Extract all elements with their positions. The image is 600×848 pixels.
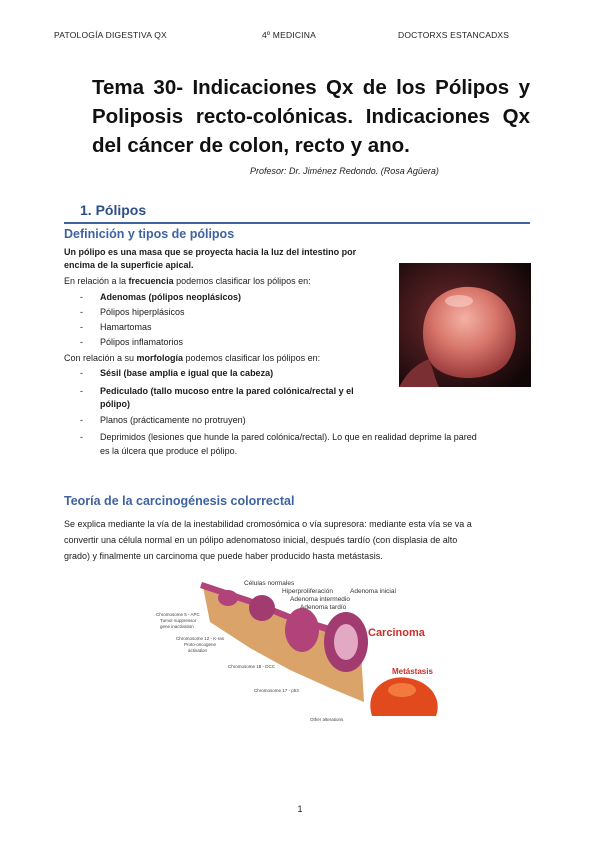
- chromosome-label: Proto-oncogene: [184, 642, 217, 647]
- theory-line-3: grado) y finalmente un carcinoma que puede haber producido hasta metástasis.: [64, 551, 383, 561]
- subheading-definicion: Definición y tipos de pólipos: [64, 227, 235, 241]
- professor-line: Profesor: Dr. Jiménez Redondo. (Rosa Agüera): [250, 166, 439, 176]
- chromosome-label: Chromosome 18 - DCC: [228, 664, 276, 669]
- chromosome-label: Chromosome 5 - APC: [156, 612, 200, 617]
- carcinogenesis-diagram: [150, 578, 450, 728]
- freq-pre: En relación a la: [64, 276, 129, 286]
- diagram-label: Adenoma tardío: [300, 604, 347, 611]
- header-left: PATOLOGÍA DIGESTIVA QX: [54, 30, 167, 40]
- list-item: Deprimidos (lesiones que hunde la pared colónica/rectal). Lo que en realidad deprime la pared: [100, 432, 477, 442]
- chromosome-label: activation: [188, 648, 208, 653]
- definition-line-1: Un pólipo es una masa que se proyecta hacia la luz del intestino por: [64, 247, 357, 257]
- header-right: DOCTORXS ESTANCADXS: [398, 30, 510, 40]
- list-item: Pediculado (tallo mucoso entre la pared colónica/rectal y el: [100, 386, 354, 396]
- list-item-continuation: es la úlcera que produce el pólipo.: [100, 446, 238, 456]
- lesion-late-inner: [334, 624, 358, 660]
- chromosome-label: Other alterations: [310, 717, 344, 722]
- bullet-dash: -: [80, 292, 83, 302]
- lesion-hyperproliferation: [218, 590, 238, 606]
- page-number: 1: [297, 804, 303, 814]
- theory-line-2: convertir una célula normal en un pólipo adenomatoso inicial, después tardío (con displasia de alto: [64, 535, 458, 545]
- diagram-label: Hiperproliferación: [282, 588, 333, 595]
- metastasis-highlight: [388, 683, 416, 697]
- freq-word: frecuencia: [128, 276, 174, 286]
- diagram-label-carcinoma: Carcinoma: [368, 627, 425, 639]
- chromosome-label: Chromosome 12 - K-ras: [176, 636, 225, 641]
- morph-post: podemos clasificar los pólipos en:: [183, 353, 321, 363]
- diagram-label-metastasis: Metástasis: [392, 667, 433, 676]
- diagram-label: Adenoma inicial: [350, 588, 396, 595]
- diagram-label: Células normales: [244, 580, 295, 587]
- chromosome-label: Tumor suppressor: [160, 618, 197, 623]
- morph-word: morfología: [136, 353, 184, 363]
- chromosome-label: Chromosome 17 - p53: [254, 688, 299, 693]
- header-center: 4º MEDICINA: [262, 30, 316, 40]
- chromosome-label: gene inactivation: [160, 624, 194, 629]
- diagram-label: Adenoma intermedio: [290, 596, 350, 603]
- definition-line-2: encima de la superficie apical.: [64, 260, 194, 270]
- bullet-dash: -: [80, 386, 83, 396]
- list-item: Planos (prácticamente no protruyen): [100, 415, 246, 425]
- bullet-dash: -: [80, 432, 83, 442]
- list-item: Pólipos inflamatorios: [100, 337, 184, 347]
- list-item-continuation: pólipo): [100, 399, 130, 409]
- list-item: Adenomas (pólipos neoplásicos): [100, 292, 242, 302]
- bullet-dash: -: [80, 337, 83, 347]
- list-item: Hamartomas: [100, 322, 152, 332]
- bullet-dash: -: [80, 368, 83, 378]
- morphology-intro: [64, 352, 320, 365]
- morph-pre: Con relación a su: [64, 353, 137, 363]
- theory-line-1: Se explica mediante la vía de la inestabilidad cromosómica o vía supresora: mediante esta vía se va a: [64, 519, 472, 529]
- subheading-carcinogenesis: Teoría de la carcinogénesis colorrectal: [64, 494, 295, 508]
- section-divider: [64, 222, 530, 224]
- polyp-endoscopy-image: [399, 263, 531, 387]
- lesion-intermediate: [285, 608, 319, 652]
- lesion-initial: [249, 595, 275, 621]
- frequency-intro: [64, 275, 311, 288]
- bullet-dash: -: [80, 322, 83, 332]
- list-item: Sésil (base amplia e igual que la cabeza): [100, 368, 274, 378]
- bullet-dash: -: [80, 415, 83, 425]
- bullet-dash: -: [80, 307, 83, 317]
- list-item: Pólipos hiperplásicos: [100, 307, 185, 317]
- section-heading-polipos: 1. Pólipos: [80, 202, 147, 218]
- freq-post: podemos clasificar los pólipos en:: [173, 276, 311, 286]
- document-title: Tema 30- Indicaciones Qx de los Pólipos y Poliposis recto-colónicas. Indicaciones Qx del cáncer de colon, recto y ano.: [92, 76, 530, 157]
